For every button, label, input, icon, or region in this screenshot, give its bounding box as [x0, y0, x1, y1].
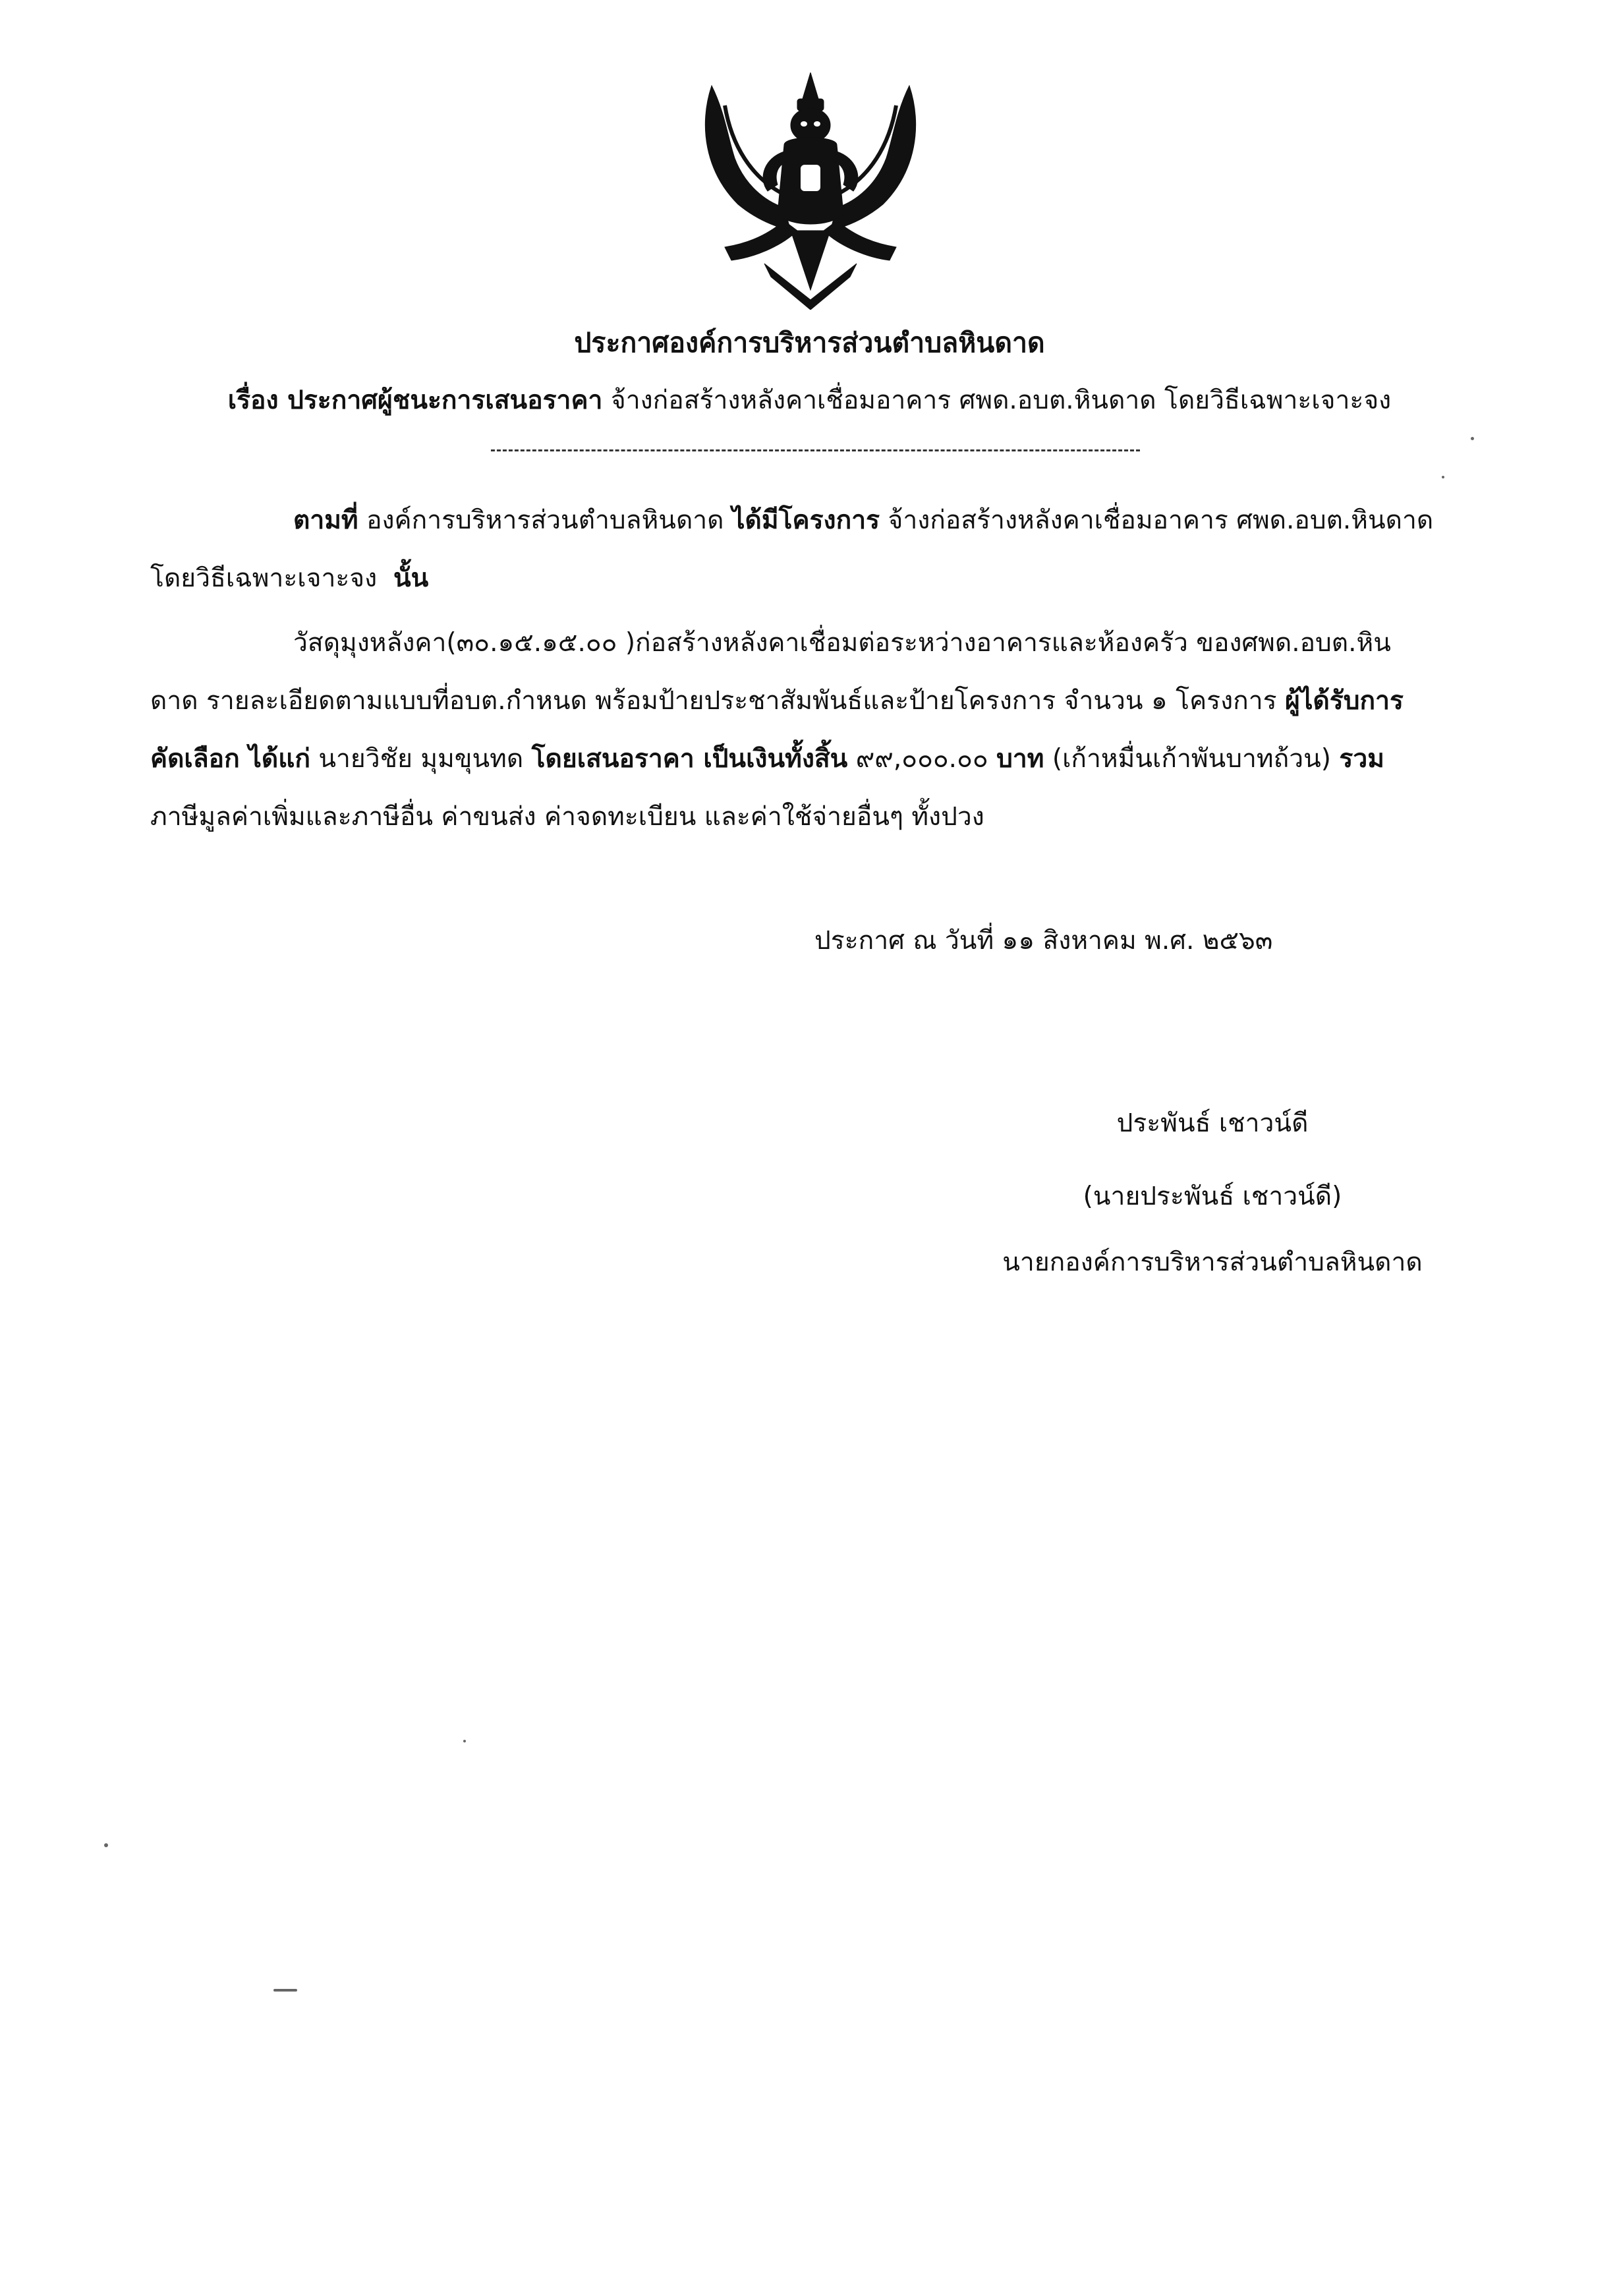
paragraph1-text-a: องค์การบริหารส่วนตำบลหินดาด [366, 505, 724, 535]
subject-text: จ้างก่อสร้างหลังคาเชื่อมอาคาร ศพด.อบต.หินดาด โดยวิธีเฉพาะเจาะจง [610, 386, 1392, 415]
selected-label: คัดเลือก ได้แก่ [150, 744, 310, 774]
separator-line [491, 449, 1140, 451]
selected-vendor: นายวิชัย มุมขุนทด [318, 744, 524, 774]
paragraph1-line2-text: โดยวิธีเฉพาะเจาะจง [150, 563, 378, 593]
offer-amount: ๙๙,๐๐๐.๐๐ [855, 744, 988, 774]
garuda-emblem [685, 72, 936, 310]
subject-line [0, 381, 1619, 420]
paragraph1-line2-bold: นั้น [393, 563, 429, 593]
scan-speck [273, 1989, 297, 1992]
paragraph1-line2 [150, 559, 428, 598]
amount-in-words: (เก้าหมื่นเก้าพันบาทถ้วน) [1052, 744, 1331, 774]
announcement-date: ประกาศ ณ วันที่ ๑๑ สิงหาคม พ.ศ. ๒๕๖๓ [814, 926, 1273, 956]
printed-name: (นายประพันธ์ เชาวน์ดี) [1083, 1182, 1342, 1211]
signed-name: ประพันธ์ เชาวน์ดี [1116, 1108, 1309, 1138]
scan-speck [1442, 476, 1444, 478]
paragraph1-line1 [293, 501, 1433, 540]
currency-label: บาท [996, 744, 1044, 774]
scan-speck [463, 1740, 466, 1742]
paragraph2-line3 [150, 739, 1384, 779]
paragraph2-line2-text: ดาด รายละเอียดตามแบบที่อบต.กำหนด พร้อมป้ายประชาสัมพันธ์และป้ายโครงการ จำนวน ๑ โครงการ [150, 686, 1277, 716]
subject-label: เรื่อง ประกาศผู้ชนะการเสนอราคา [227, 386, 603, 415]
scan-speck [104, 1843, 108, 1847]
inclusive-label: รวม [1339, 744, 1384, 774]
paragraph2-line2-bold: ผู้ได้รับการ [1285, 686, 1404, 716]
paragraph1-lead: ตามที่ [293, 505, 358, 535]
organization-title: ประกาศองค์การบริหารส่วนตำบลหินดาด [574, 327, 1045, 359]
paragraph1-text-c: จ้างก่อสร้างหลังคาเชื่อมอาคาร ศพด.อบต.หินดาด [888, 505, 1434, 535]
paragraph1-bold-b: ได้มีโครงการ [731, 505, 880, 535]
offer-label: โดยเสนอราคา เป็นเงินทั้งสิ้น [531, 744, 848, 774]
paragraph2-line4: ภาษีมูลค่าเพิ่มและภาษีอื่น ค่าขนส่ง ค่าจดทะเบียน และค่าใช้จ่ายอื่นๆ ทั้งปวง [150, 802, 984, 832]
signatory-position: นายกองค์การบริหารส่วนตำบลหินดาด [1002, 1248, 1423, 1277]
scan-speck [1471, 437, 1474, 440]
paragraph2-line2 [150, 681, 1404, 721]
paragraph2-line1: วัสดุมุงหลังคา(๓๐.๑๕.๑๕.๐๐ )ก่อสร้างหลังคาเชื่อมต่อระหว่างอาคารและห้องครัว ของศพด.อบต.หิน [293, 628, 1391, 658]
